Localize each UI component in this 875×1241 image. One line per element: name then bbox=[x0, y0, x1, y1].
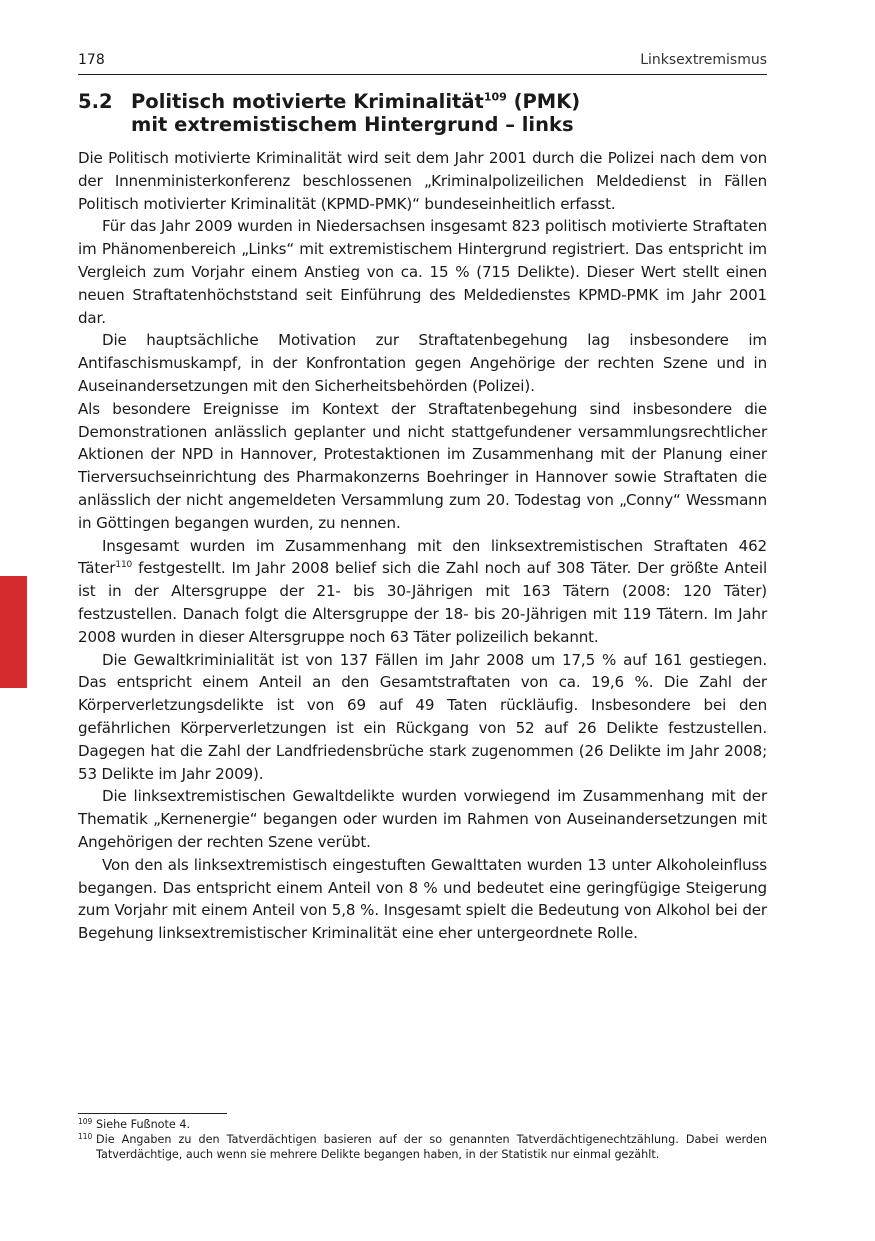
chapter-side-marker bbox=[0, 576, 27, 688]
paragraph-2: Für das Jahr 2009 wurden in Niedersachsen insgesamt 823 politisch motivierte Straftaten im Phänomenbereich „Links“ mit extremistischem Hintergrund registriert. Das entspricht im Vergleich zum Vorjahr einem Anstieg von ca. 15 % (715 Delikte). Dieser Wert stellt einen neuen Straftatenhöchststand seit Einführung des Meldedienstes KPMD-PMK im Jahr 2001 dar. bbox=[78, 217, 767, 327]
header-rule bbox=[78, 74, 767, 75]
section-title-line-2: mit extremistischem Hintergrund – links bbox=[131, 113, 574, 136]
section-number: 5.2 bbox=[78, 90, 113, 113]
section-title-text: Politisch motivierte Kriminalität bbox=[131, 90, 484, 113]
paragraph-3: Die hauptsächliche Motivation zur Straftatenbegehung lag insbesondere im Antifaschismuskampf, in der Konfrontation gegen Angehörige der rechten Szene und in Auseinandersetzungen mit den Sicherheitsbehörden (Polizei). bbox=[78, 331, 767, 395]
footnotes bbox=[78, 1117, 767, 1162]
footnote-109 bbox=[78, 1117, 767, 1132]
paragraph-6: Die Gewaltkriminialität ist von 137 Fällen im Jahr 2008 um 17,5 % auf 161 gestiegen. Das entspricht einem Anteil an den Gesamtstraftaten von ca. 19,6 %. Die Zahl der Körperverletzungsdelikte ist von 69 auf 49 Taten rückläufig. Insbesondere bei den gefährlichen Körperverletzungen ist ein Rückgang von 52 auf 26 Delikte festzustellen. Dagegen hat die Zahl der Landfriedensbrüche stark zugenommen (26 Delikte im Jahr 2008; 53 Delikte im Jahr 2009). bbox=[78, 650, 767, 783]
paragraph-5 bbox=[78, 535, 767, 649]
footnote-rule bbox=[78, 1113, 227, 1114]
footnote-text: Siehe Fußnote 4. bbox=[96, 1118, 191, 1131]
paragraph-1: Die Politisch motivierte Kriminalität wird seit dem Jahr 2001 durch die Polizei nach dem von der Innenministerkonferenz beschlossenen „Kriminalpolizeilichen Meldedienst in Fällen Politisch motivierter Kriminalität (KPMD-PMK)“ bundeseinheitlich erfasst. bbox=[78, 149, 767, 213]
footnote-ref-109[interactable]: 109 bbox=[483, 90, 507, 104]
paragraph-7: Die linksextremistischen Gewaltdelikte wurden vorwiegend im Zusammenhang mit der Thematik „Kernenergie“ begangen oder wurden im Rahmen von Auseinandersetzungen mit Angehörigen der rechten Szene verübt. bbox=[78, 787, 767, 851]
paragraph-5-start: Insgesamt wurden im Zusammenhang mit den linksextremistischen Straftaten 462 Täter bbox=[78, 536, 767, 578]
footnote-number: 110 bbox=[78, 1132, 93, 1141]
section-title-pmk: (PMK) bbox=[506, 90, 581, 113]
paragraph-4: Als besondere Ereignisse im Kontext der Straftatenbegehung sind insbesondere die Demonstrationen anlässlich geplanter und nicht stattgefundener versammlungsrechtlicher Aktionen der NPD in Hannover, Protestaktionen im Zusammenhang mit der Planung einer Tierversuchseinrichtung des Pharmakonzerns Boehringer in Hannover sowie Straftaten die anlässlich der nicht angemeldeten Versammlung zum 20. Todestag von „Conny“ Wessmann in Göttingen begangen wurden, zu nennen. bbox=[78, 399, 767, 532]
section-title-line-1 bbox=[131, 90, 767, 113]
footnote-110 bbox=[78, 1132, 767, 1162]
paragraph-8: Von den als linksextremistisch eingestuften Gewalttaten wurden 13 unter Alkoholeinfluss begangen. Das entspricht einem Anteil von 8 % und bedeutet eine geringfügige Steigerung zum Vorjahr mit einem Anteil von 5,8 %. Insgesamt spielt die Bedeutung von Alkohol bei der Begehung linksextremistischer Kriminalität eine eher untergeordnete Rolle. bbox=[78, 855, 767, 943]
section-heading bbox=[78, 90, 767, 136]
paragraph-5-rest: festgestellt. Im Jahr 2008 belief sich die Zahl noch auf 308 Täter. Der größte Anteil ist in der Altersgruppe der 21- bis 30-Jährigen mit 163 Tätern (2008: 120 Täter) festzustellen. Danach folgt die Altersgruppe der 18- bis 20-Jährigen mit 119 Tätern. Im Jahr 2008 wurden in dieser Altersgruppe noch 63 Täter polizeilich bekannt. bbox=[78, 559, 767, 646]
footnote-ref-110[interactable]: 110 bbox=[115, 560, 133, 571]
page-number: 178 bbox=[78, 52, 105, 68]
running-title: Linksextremismus bbox=[640, 52, 767, 68]
footnote-text: Die Angaben zu den Tatverdächtigen basieren auf der so genannten Tatverdächtigenechtzählung. Dabei werden Tatverdächtige, auch wenn sie mehrere Delikte begangen haben, in der Statistik nur einmal gezählt. bbox=[96, 1133, 767, 1161]
footnote-number: 109 bbox=[78, 1117, 93, 1126]
body-text bbox=[78, 147, 767, 945]
